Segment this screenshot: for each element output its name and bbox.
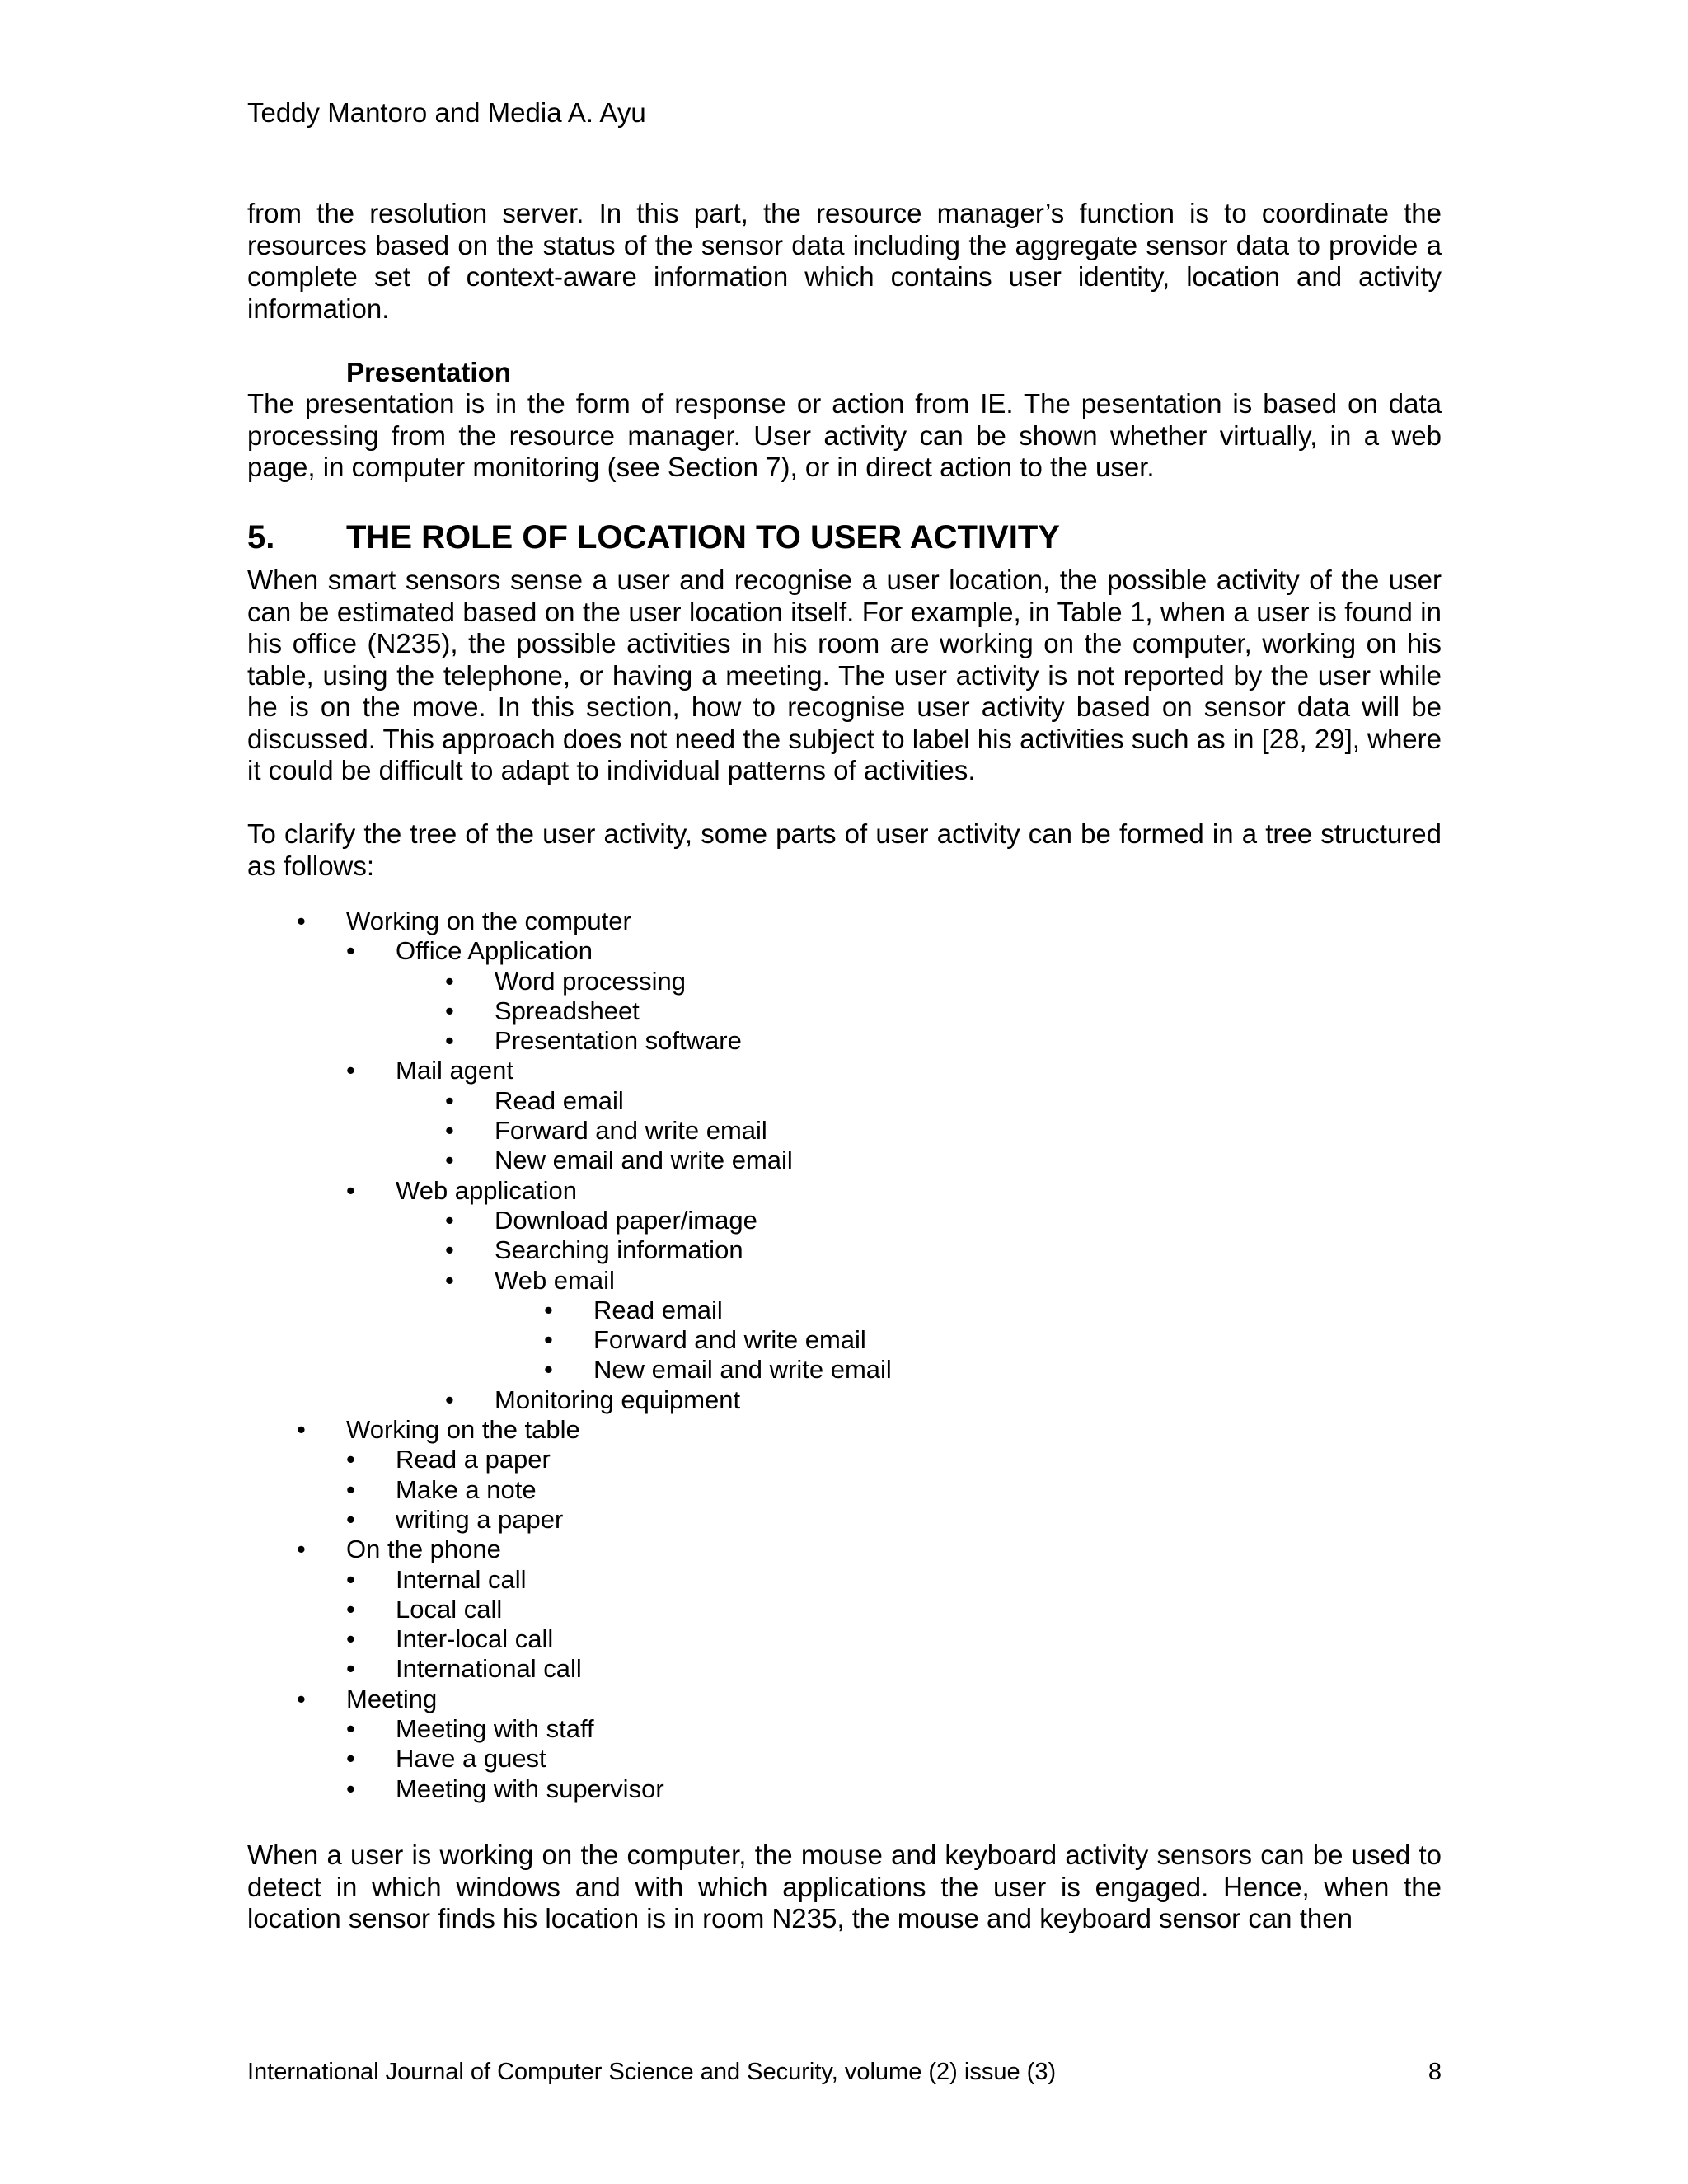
list-item: • Have a guest bbox=[346, 1744, 546, 1774]
running-header: Teddy Mantoro and Media A. Ayu bbox=[247, 97, 646, 128]
section-heading bbox=[247, 517, 1060, 558]
bullet-icon: • bbox=[445, 996, 454, 1025]
bullet-icon: • bbox=[445, 1026, 454, 1056]
bullet-icon: • bbox=[544, 1355, 553, 1385]
paragraph-mouse-keyboard: When a user is working on the computer, the mouse and keyboard activity sensors can be used to detect in which windows and with which applications the user is engaged. Hence, when the location sensor finds his location is in room N235, the mouse and keyboard sensor can then bbox=[247, 1840, 1442, 1933]
list-item: • Office Application bbox=[346, 936, 593, 966]
section-title: THE ROLE OF LOCATION TO USER ACTIVITY bbox=[346, 519, 1060, 555]
list-item: • Internal call bbox=[346, 1564, 527, 1594]
list-item: • Word processing bbox=[445, 966, 687, 996]
bullet-icon: • bbox=[346, 1774, 355, 1803]
bullet-icon: • bbox=[346, 1594, 355, 1624]
list-item: • Inter-local call bbox=[346, 1624, 554, 1654]
list-item: • Meeting bbox=[297, 1684, 438, 1713]
paragraph-location-activity: When smart sensors sense a user and recognise a user location, the possible activity of the user can be estimated based on the user location itself. For example, in Table 1, when a user is found in his office (N235), the possible activities in his room are working on the computer, working on his table, using the telephone, or having a meeting. The user activity is not reported by the user while he is on the move. In this section, how to recognise user activity based on sensor data will be discussed. This approach does not need the subject to label his activities such as in [28, 29], where it could be difficult to adapt to individual patterns of activities. bbox=[247, 565, 1442, 785]
paper-page bbox=[247, 0, 1442, 2184]
list-item: • Download paper/image bbox=[445, 1205, 757, 1235]
list-item: • New email and write email bbox=[445, 1146, 793, 1175]
list-item: • Meeting with supervisor bbox=[346, 1774, 664, 1803]
list-item: • Mail agent bbox=[346, 1056, 514, 1085]
list-item: • Working on the table bbox=[297, 1415, 580, 1445]
bullet-icon: • bbox=[346, 1654, 355, 1684]
list-item: • Spreadsheet bbox=[445, 996, 640, 1025]
bullet-icon: • bbox=[445, 1146, 454, 1175]
bullet-icon: • bbox=[445, 1265, 454, 1295]
list-item: • Presentation software bbox=[445, 1026, 742, 1056]
bullet-icon: • bbox=[346, 1504, 355, 1534]
bullet-icon: • bbox=[346, 1624, 355, 1654]
list-item: • Read a paper bbox=[346, 1445, 551, 1474]
bullet-icon: • bbox=[346, 1564, 355, 1594]
bullet-icon: • bbox=[544, 1325, 553, 1355]
list-item: • Read email bbox=[445, 1085, 624, 1115]
list-item: • Forward and write email bbox=[445, 1116, 767, 1146]
list-item: • Meeting with staff bbox=[346, 1714, 594, 1744]
bullet-icon: • bbox=[445, 1116, 454, 1146]
bullet-icon: • bbox=[544, 1295, 553, 1324]
bullet-icon: • bbox=[346, 1744, 355, 1774]
bullet-icon: • bbox=[445, 1205, 454, 1235]
list-item: • On the phone bbox=[297, 1535, 501, 1564]
paragraph-resolution-server: from the resolution server. In this part, the resource manager’s function is to coordinate the resources based on the status of the sensor data including the aggregate sensor data to provide a complete set of context-aware information which contains user identity, location and activity information. bbox=[247, 198, 1442, 324]
bullet-icon: • bbox=[346, 936, 355, 966]
bullet-icon: • bbox=[346, 1175, 355, 1205]
list-item: • Working on the computer bbox=[297, 907, 631, 935]
section-number: 5. bbox=[247, 519, 275, 555]
activity-tree bbox=[247, 907, 1442, 1804]
footer-journal: International Journal of Computer Science and Security, volume (2) issue (3) bbox=[247, 2059, 1057, 2085]
bullet-icon: • bbox=[346, 1474, 355, 1504]
bullet-icon: • bbox=[297, 907, 306, 935]
page-number: 8 bbox=[1428, 2059, 1442, 2085]
bullet-icon: • bbox=[297, 1415, 306, 1445]
bullet-icon: • bbox=[445, 966, 454, 996]
list-item: • Monitoring equipment bbox=[445, 1385, 741, 1414]
list-item: • Web application bbox=[346, 1175, 578, 1205]
subheading-presentation: Presentation bbox=[346, 357, 511, 387]
list-item: • Read email bbox=[544, 1295, 723, 1324]
bullet-icon: • bbox=[445, 1235, 454, 1265]
bullet-icon: • bbox=[346, 1056, 355, 1085]
list-item: • Local call bbox=[346, 1594, 503, 1624]
bullet-icon: • bbox=[445, 1085, 454, 1115]
bullet-icon: • bbox=[297, 1684, 306, 1713]
bullet-icon: • bbox=[297, 1535, 306, 1564]
list-item: • writing a paper bbox=[346, 1504, 564, 1534]
paragraph-tree-intro: To clarify the tree of the user activity, some parts of user activity can be formed in a tree structured as follows: bbox=[247, 818, 1442, 881]
list-item: • Web email bbox=[445, 1265, 615, 1295]
paragraph-presentation: The presentation is in the form of response or action from IE. The pesentation is based on data processing from the resource manager. User activity can be shown whether virtually, in a web page, in computer monitoring (see Section 7), or in direct action to the user. bbox=[247, 388, 1442, 482]
list-item: • International call bbox=[346, 1654, 582, 1684]
bullet-icon: • bbox=[346, 1714, 355, 1744]
list-item: • Make a note bbox=[346, 1474, 537, 1504]
list-item: • Forward and write email bbox=[544, 1325, 866, 1355]
list-item: • New email and write email bbox=[544, 1355, 892, 1385]
bullet-icon: • bbox=[445, 1385, 454, 1414]
bullet-icon: • bbox=[346, 1445, 355, 1474]
list-item: • Searching information bbox=[445, 1235, 743, 1265]
